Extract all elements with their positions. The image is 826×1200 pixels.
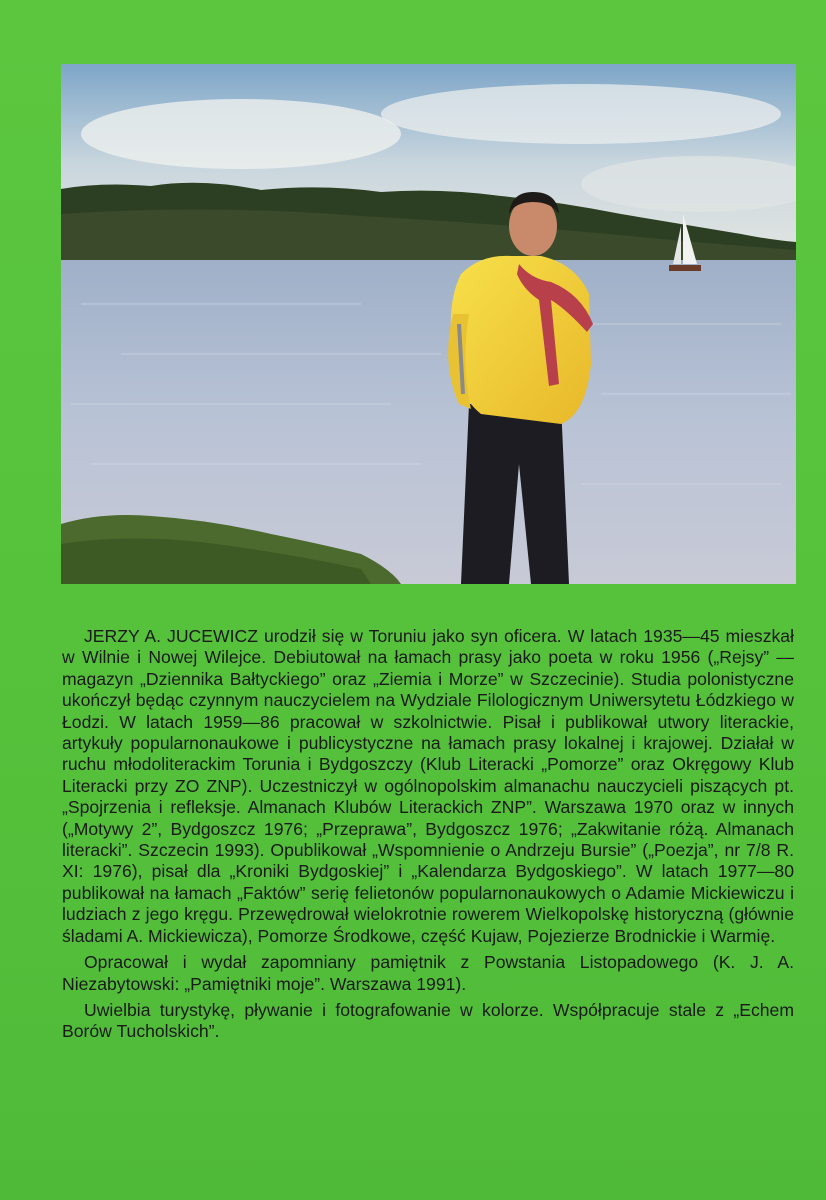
author-biography xyxy=(62,626,794,1048)
bio-paragraph: Opracował i wydał zapomniany pamiętnik z Powstania Listopadowego (K. J. A. Niezabytowski: „Pamiętniki moje”. Warszawa 1991). xyxy=(62,952,794,994)
portrait-at-lake-photo xyxy=(61,64,796,584)
author-photo xyxy=(61,64,796,584)
bio-paragraph: JERZY A. JUCEWICZ urodził się w Toruniu jako syn oficera. W latach 1935—45 mieszkał w Wilnie i Nowej Wilejce. Debiutował na łamach prasy jako poeta w roku 1956 („Rejsy” — magazyn „Dziennika Bałtyckiego” oraz „Ziemia i Morze” w Szczecinie). Studia polonistyczne ukończył będąc czynnym nauczycielem na Wydziale Filologicznym Uniwersytetu Łódzkiego w Łodzi. W latach 1959—86 pracował w szkolnictwie. Pisał i publikował utwory literackie, artykuły popularnonaukowe i publicystyczne na łamach prasy lokalnej i krajowej. Działał w ruchu młodoliterackim Torunia i Bydgoszczy (Klub Literacki „Pomorze” oraz Okręgowy Klub Literacki przy ZO ZNP). Uczestniczył w ogólnopolskim almanachu nauczycieli piszących pt. „Spojrzenia i refleksje. Almanach Klubów Literackich ZNP”. Warszawa 1970 oraz w innych („Motywy 2”, Bydgoszcz 1976; „Przeprawa”, Bydgoszcz 1976; „Zakwitanie różą. Almanach literacki”. Szczecin 1993). Opublikował „Wspomnienie o Andrzeju Bursie” („Poezja”, nr 7/8 R. XI: 1976), pisał dla „Kroniki Bydgoskiej” i „Kalendarza Bydgoskiego”. W latach 1977—80 publikował na łamach „Faktów” serię felietonów popularnonaukowych o Adamie Mickiewiczu i ludziach z jego kręgu. Przewędrował wielokrotnie rowerem Wielkopolskę historyczną (głównie śladami A. Mickiewicza), Pomorze Środkowe, część Kujaw, Pojezierze Brodnickie i Warmię. xyxy=(62,626,794,946)
bio-paragraph: Uwielbia turystykę, pływanie i fotografowanie w kolorze. Współpracuje stale z „Echem Borów Tucholskich”. xyxy=(62,999,794,1042)
